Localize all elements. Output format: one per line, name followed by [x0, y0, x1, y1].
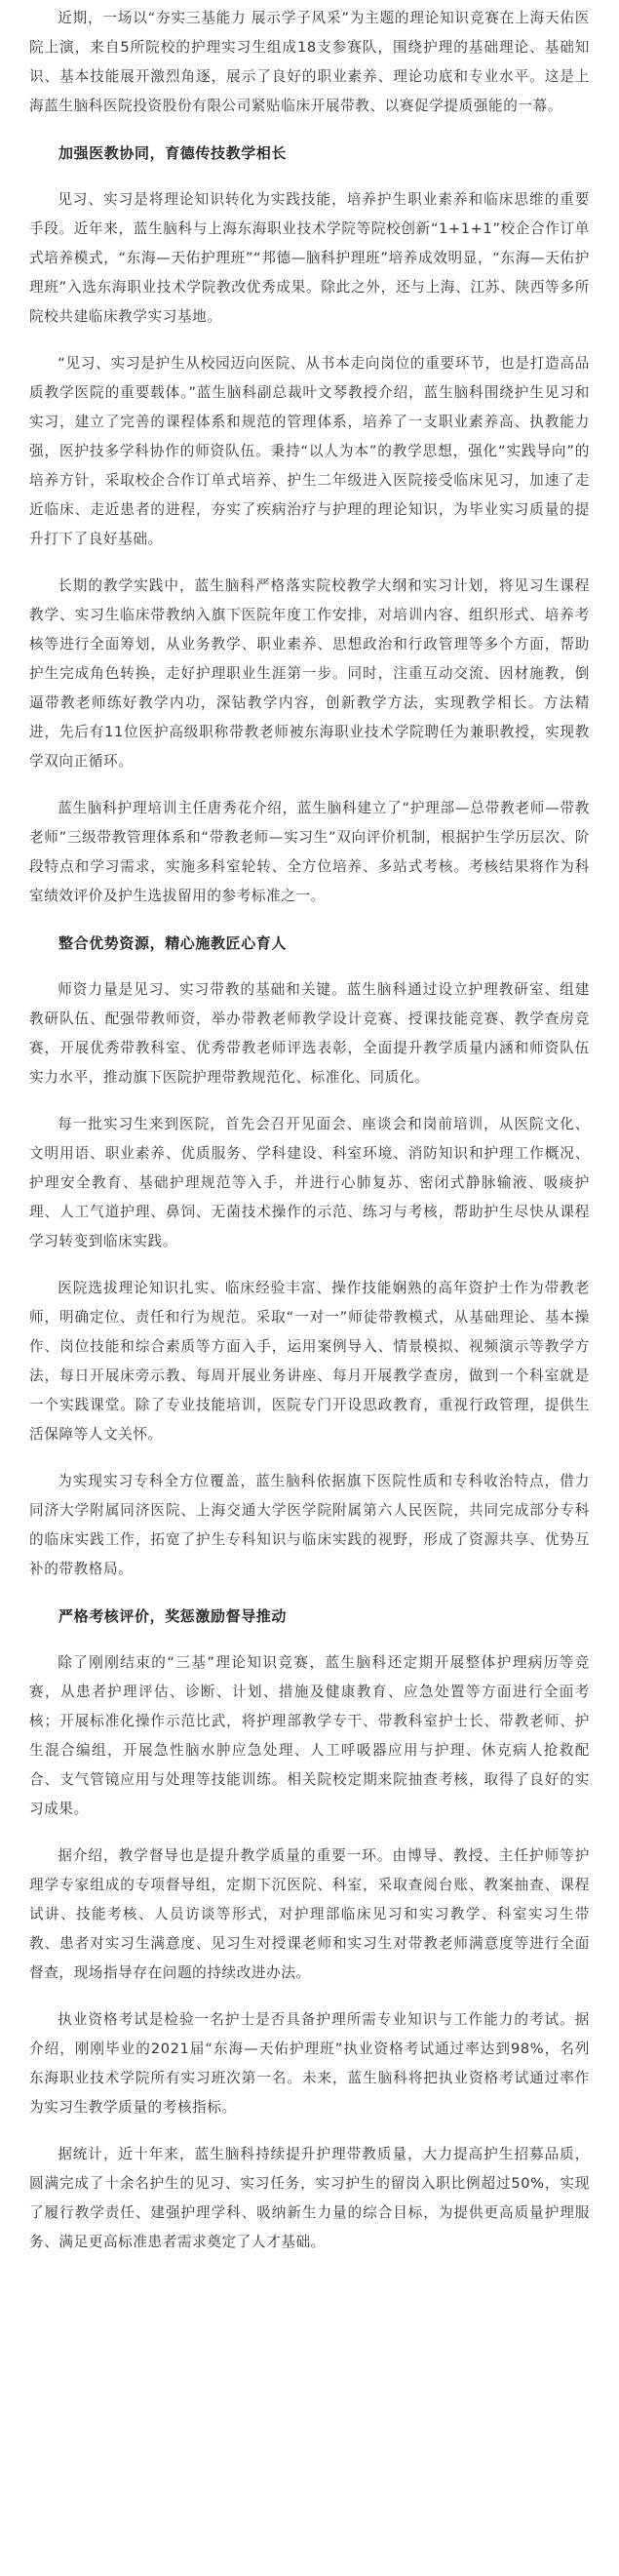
- paragraph-management-system: 蓝生脑科护理培训主任唐秀花介绍，蓝生脑科建立了“护理部—总带教老师—带教老师”三级带教管理体系和“带教老师—实习生”双向评价机制，根据护生学历层次、阶段特点和学习需求，实施多科室轮转、全方位培养、多站式考核。考核结果将作为科室绩效评价及护生选拔留用的参考标准之一。: [29, 800, 590, 904]
- paragraph-mentorship: 医院选拔理论知识扎实、临床经验丰富、操作技能娴熟的高年资护士作为带教老师，明确定位、责任和行为规范。采取“一对一”师徒带教模式，从基础理论、基本操作、岗位技能和综合素质等方面入手，运用案例导入、情景模拟、视频演示等教学方法，每日开展床旁示教、每周开展业务讲座、每月开展教学查房，做到一个科室就是一个实践课堂。除了专业技能培训，医院专门开设思政教育，重视行政管理，提供生活保障等人文关怀。: [29, 1280, 590, 1443]
- section-heading-resources: 整合优势资源，精心施教匠心育人: [58, 934, 288, 952]
- paragraph-partner-hospitals: 为实现实习专科全方位覆盖，蓝生脑科依据旗下医院性质和专科收治特点，借力同济大学附属同济医院、上海交通大学医学院附属第六人民医院，共同完成部分专科的临床实践工作，拓宽了护生专科知识与临床实践的视野，形成了资源共享、优势互补的带教格局。: [29, 1473, 590, 1577]
- paragraph-practice-importance: 见习、实习是将理论知识转化为实践技能，培养护生职业素养和临床思维的重要手段。近年来，蓝生脑科与上海东海职业技术学院等院校创新“1+1+1”校企合作订单式培养模式，“东海—天佑护理班”“邦德—脑科护理班”培养成效明显，“东海—天佑护理班”入选东海职业技术学院教改优秀成果。除此之外，还与上海、江苏、陕西等多所院校共建临床教学实习基地。: [29, 191, 590, 325]
- paragraph-statistics: 据统计，近十年来，蓝生脑科持续提升护理带教质量，大力提高护生招募品质，圆满完成了十余名护生的见习、实习任务，实习护生的留岗入职比例超过50%，实现了履行教学责任、建强护理学科、吸纳新生力量的综合目标，为提供更高质量护理服务、满足更高标准患者需求奠定了人才基础。: [29, 2146, 590, 2250]
- paragraph-intro: 近期，一场以“夯实三基能力 展示学子风采”为主题的理论知识竞赛在上海天佑医院上演，来自5所院校的护理实习生组成18支参赛队，围绕护理的基础理论、基础知识、基本技能展开激烈角逐，展示了良好的职业素养、理论功底和专业水平。这是上海蓝生脑科医院投资股份有限公司紧贴临床开展带教、以赛促学提质强能的一幕。: [29, 10, 590, 114]
- section-heading-assessment: 严格考核评价，奖惩激励督导推动: [58, 1607, 288, 1625]
- paragraph-exam-results: 执业资格考试是检验一名护士是否具备护理所需专业知识与工作能力的考试。据介绍，刚刚毕业的2021届“东海—天佑护理班”执业资格考试通过率达到98%，名列东海职业技术学院所有实习班次第一名。未来，蓝生脑科将把执业资格考试通过率作为实习生教学质量的考核指标。: [29, 2011, 590, 2116]
- paragraph-teaching-philosophy: “见习、实习是护生从校园迈向医院、从书本走向岗位的重要环节，也是打造高品质教学医院的重要载体。”蓝生脑科副总裁叶文琴教授介绍，蓝生脑科围绕护生见习和实习，建立了完善的课程体系和规范的管理体系，培养了一支职业素养高、执教能力强，医护技多学科协作的师资队伍。秉持“以人为本”的教学思想，强化“实践导向”的培养方针，采取校企合作订单式培养、护生二年级进入医院接受临床见习，加速了走近临床、走近患者的进程，夯实了疾病治疗与护理的理论知识，为毕业实习质量的提升打下了良好基础。: [29, 355, 590, 547]
- paragraph-competitions: 除了刚刚结束的“三基”理论知识竞赛，蓝生脑科还定期开展整体护理病历等竞赛，从患者护理评估、诊断、计划、措施及健康教育、应急处置等方面进行全面考核；开展标准化操作示范比武，将护理部教学专干、带教科室护士长、带教老师、护生混合编组，开展急性脑水肿应急处理、人工呼吸器应用与护理、休克病人抢救配合、支气管镜应用与处理等技能训练。相关院校定期来院抽查考核，取得了良好的实习成果。: [29, 1654, 590, 1817]
- paragraph-supervision: 据介绍，教学督导也是提升教学质量的重要一环。由博导、教授、主任护师等护理学专家组成的专项督导组，定期下沉医院、科室，采取查阅台账、教案抽查、课程试讲、技能考核、人员访谈等形式，对护理部临床见习和实习教学、科室实习生带教、患者对实习生满意度、见习生对授课老师和实习生对带教老师满意度等进行全面督查，现场指导存在问题的持续改进办法。: [29, 1847, 590, 1981]
- paragraph-orientation: 每一批实习生来到医院，首先会召开见面会、座谈会和岗前培训，从医院文化、文明用语、职业素养、优质服务、学科建设、科室环境、消防知识和护理工作概况、护理安全教育、基础护理规范等入手，并进行心肺复苏、密闭式静脉输液、吸痰护理、人工气道护理、鼻饲、无菌技术操作的示范、练习与考核，帮助护生尽快从课程学习转变到临床实践。: [29, 1116, 590, 1249]
- paragraph-teaching-practice: 长期的教学实践中，蓝生脑科严格落实院校教学大纲和实习计划，将见习生课程教学、实习生临床带教纳入旗下医院年度工作安排，对培训内容、组织形式、培养考核等进行全面筹划，从业务教学、职业素养、思想政治和行政管理等多个方面，帮助护生完成角色转换，走好护理职业生涯第一步。同时，注重互动交流、因材施教，倒逼带教老师练好教学内功，深钻教学内容，创新教学方法，实现教学相长。方法精进，先后有11位医护高级职称带教老师被东海职业技术学院聘任为兼职教授，实现教学双向正循环。: [29, 577, 590, 770]
- section-heading-collaboration: 加强医教协同，育德传技教学相长: [58, 144, 288, 162]
- paragraph-faculty: 师资力量是见习、实习带教的基础和关键。蓝生脑科通过设立护理教研室、组建教研队伍、配强带教师资，举办带教老师教学设计竞赛、授课技能竞赛、教学查房竞赛，开展优秀带教科室、优秀带教老师评选表彰，全面提升教学质量内涵和师资队伍实力水平，推动旗下医院护理带教规范化、标准化、同质化。: [29, 981, 590, 1086]
